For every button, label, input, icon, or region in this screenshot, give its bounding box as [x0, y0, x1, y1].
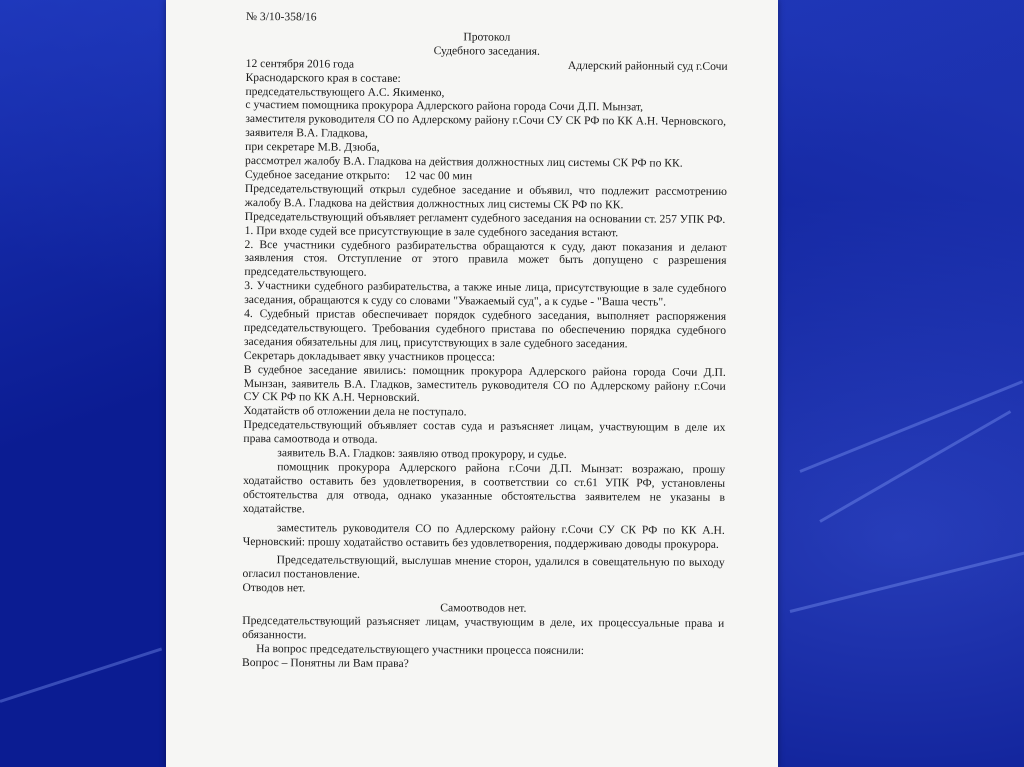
- paragraph: рассмотрел жалобу В.А. Гладкова на действия должностных лиц системы СК РФ по КК.: [245, 154, 683, 170]
- paragraph: Вопрос – Понятны ли Вам права?: [241, 655, 409, 670]
- background-streak: [0, 648, 162, 703]
- background-streak: [819, 410, 1011, 523]
- paragraph: Отводов нет.: [242, 581, 306, 595]
- document-title: Протокол: [463, 30, 511, 44]
- statement: Председательствующий, выслушав мнение сторон, удалился в совещательную по выходу огласил постановление.: [242, 553, 725, 582]
- paragraph: Председательствующий объявляет регламент судебного заседания на основании ст. 257 УПК РФ.: [244, 209, 726, 226]
- session-opened: Судебное заседание открыто: 12 час 00 мин: [244, 167, 473, 183]
- paragraph: Председательствующий открыл судебное заседание и объявил, что подлежит рассмотрению жалобу В.А. Гладкова на действия должностных лиц системы СК РФ по КК.: [244, 181, 727, 212]
- document-subtitle: Судебного заседания.: [433, 43, 540, 58]
- statement: заявитель В.А. Гладков: заявляю отвод прокурору, и судье.: [277, 446, 567, 462]
- paragraph: Краснодарского края в составе:: [245, 70, 401, 85]
- paragraph: Секретарь докладывает явку участников процесса:: [243, 348, 496, 364]
- statement: заместитель руководителя СО по Адлерскому району г.Сочи СУ СК РФ по КК А.Н. Черновский: прошу ходатайство оставить без удовлетворения, поддерживаю доводы прокурора.: [242, 520, 725, 551]
- background-streak: [790, 547, 1024, 613]
- court-name: Адлерский районный суд г.Сочи: [567, 58, 728, 73]
- paragraph: Председательствующий разъясняет лицам, участвующим в деле, их процессуальные права и обязанности.: [242, 614, 725, 642]
- scanned-page: [166, 0, 778, 767]
- paragraph: Председательствующий объявляет состав суда и разъясняет лицам, участвующим в деле их права самоотвода и отвода.: [243, 418, 726, 446]
- statement: помощник прокурора Адлерского района г.Сочи Д.П. Мынзат: возражаю, прошу ходатайство оставить без удовлетворения, в соответствии со ст.61 УПК РФ, установлены обстоятельства для отвода, однако указанные обстоятельства заявителем не указаны в ходатайстве.: [242, 460, 726, 516]
- paragraph: заместителя руководителя СО по Адлерскому району г.Сочи СУ СК РФ по КК А.Н. Черновского,: [245, 112, 727, 129]
- document-number: № 3/10-358/16: [245, 10, 317, 24]
- protocol-document: [242, 10, 728, 673]
- paragraph: при секретаре М.В. Дзюба,: [245, 140, 380, 154]
- rule-item: 3. Участники судебного разбирательства, а также иные лица, присутствующие в зале судебного заседания, обращаются к суду со словами "Уважаемый суд", а к судье - "Ваша честь".: [244, 279, 727, 309]
- document-date: 12 сентября 2016 года: [245, 56, 355, 71]
- rule-item: 2. Все участники судебного разбирательства обращаются к суду, дают показания и делают заявления стоя. Отступление от этого правила может быть допущено с разрешения председательствующего.: [244, 237, 727, 280]
- section-heading: Самоотводов нет.: [440, 601, 527, 615]
- rule-item: 1. При входе судей все присутствующие в зале судебного заседания встают.: [244, 223, 619, 239]
- background-streak: [799, 380, 1023, 473]
- rule-item: 4. Судебный пристав обеспечивает порядок судебного заседания, выполняет распоряжения председательствующего. Требования судебного пристава по обеспечению порядка судебного заседания обязательны для лиц, присутствующих в зале судебного заседания.: [243, 307, 727, 351]
- paragraph: Ходатайств об отложении дела не поступало.: [243, 404, 467, 419]
- paragraph: В судебное заседание явились: помощник прокурора Адлерского района города Сочи Д.П. Мынзан, заявитель В.А. Гладков, заместитель руководителя СО по Адлерскому району г.Сочи СУ СК РФ по КК А.Н. Черновский.: [243, 362, 726, 405]
- paragraph: заявителя В.А. Гладкова,: [245, 126, 368, 140]
- paragraph: с участием помощника прокурора Адлерского района города Сочи Д.П. Мынзат,: [245, 98, 644, 114]
- paragraph: председательствующего А.С. Якименко,: [245, 84, 445, 99]
- paragraph: На вопрос председательствующего участники процесса пояснили:: [256, 641, 584, 657]
